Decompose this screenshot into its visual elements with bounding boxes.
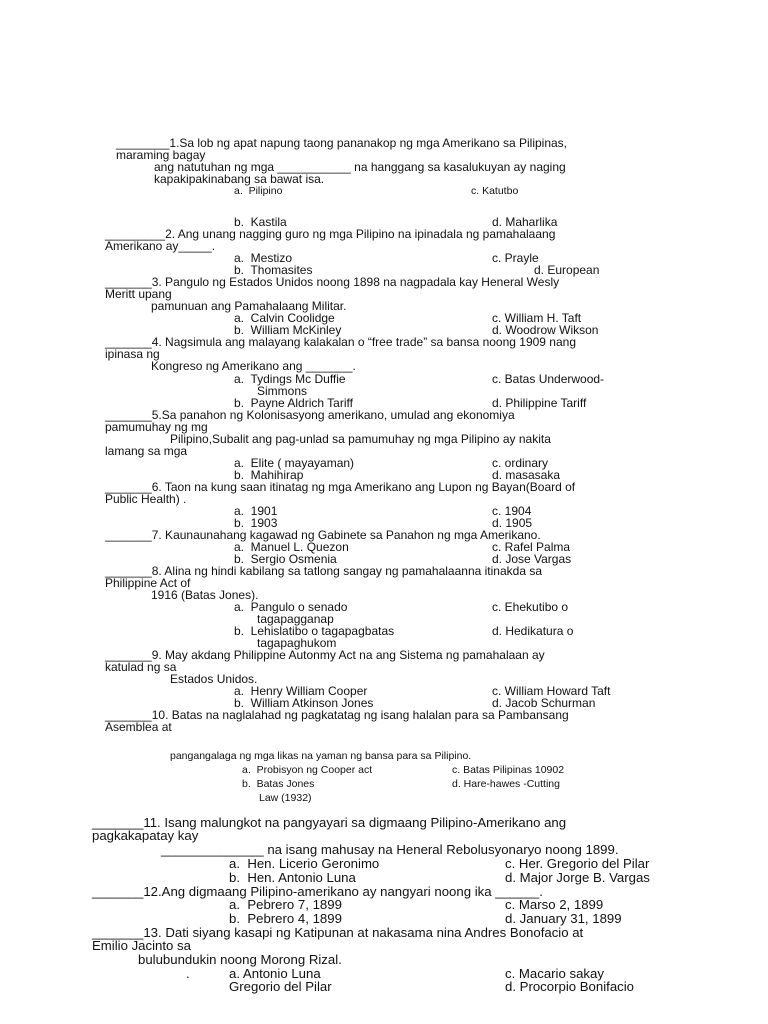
question-8-stem: Philippine Act of: [105, 576, 191, 590]
question-3-choice-d: d. Woodrow Wikson: [492, 323, 599, 337]
question-9-stem: _______9. May akdang Philippine Autonmy Act na ang Sistema ng pamahalaan ay: [105, 648, 545, 662]
question-8-choice-b-cont: tagapaghukom: [257, 636, 337, 650]
question-4-choice-b: b. Payne Aldrich Tariff: [234, 396, 353, 410]
question-12-choice-b: b. Pebrero 4, 1899: [229, 911, 342, 926]
question-7-choice-d: d. Jose Vargas: [492, 552, 572, 566]
question-8-stem: _______8. Alina ng hindi kabilang sa tatlong sangay ng pamahalaanna itinakda sa: [105, 564, 543, 578]
question-10-choice-d: d. Hare-hawes -Cutting: [452, 778, 560, 790]
question-3-stem: pamunuan ang Pamahalaang Militar.: [151, 299, 347, 313]
question-6-choice-b: b. 1903: [234, 516, 278, 530]
question-4-choice-c: c. Batas Underwood-: [492, 372, 605, 386]
question-1-choice-b: b. Kastila: [234, 215, 287, 229]
question-7-stem: _______7. Kaunaunahang kagawad ng Gabinete sa Panahon ng mga Amerikano.: [105, 528, 541, 542]
question-8-choice-c: c. Ehekutibo o: [492, 600, 569, 614]
question-13-stem: bulubundukin noong Morong Rizal.: [138, 952, 342, 967]
question-13-choice-d: d. Procorpio Bonifacio: [505, 979, 635, 994]
question-7-choice-a: a. Manuel L. Quezon: [234, 540, 349, 554]
question-12-stem: _______12.Ang digmaang Pilipino-amerikano ay nangyari noong ika ______.: [92, 884, 543, 899]
question-8-choice-a: a. Pangulo o senado: [234, 600, 348, 614]
question-2-stem: Amerikano ay_____.: [105, 239, 216, 253]
question-10-choice-b-cont: Law (1932): [259, 792, 312, 804]
question-6-choice-c: c. 1904: [492, 504, 532, 518]
question-1-stem: ang natutuhan ng mga ___________ na hanggang sa kasalukuyan ay naging: [154, 160, 566, 174]
question-11-stem: _______11. Isang malungkot na pangyayari sa digmaang Pilipino-Amerikano ang: [92, 815, 567, 830]
question-9-choice-b: b. William Atkinson Jones: [234, 696, 374, 710]
question-13-choice-a: a. Antonio Luna: [229, 966, 321, 981]
question-5-stem: _______5.Sa panahon ng Kolonisasyong amerikano, umulad ang ekonomiya: [105, 408, 515, 422]
question-4-choice-a: a. Tydings Mc Duffie: [234, 372, 346, 386]
question-11-choice-a: a. Hen. Licerio Geronimo: [229, 856, 380, 871]
question-1-stem: maraming bagay: [116, 148, 206, 162]
question-5-stem: lamang sa mga: [105, 444, 188, 458]
question-2-choice-c: c. Prayle: [492, 251, 539, 265]
question-9-choice-d: d. Jacob Schurman: [492, 696, 596, 710]
question-11-stem: ______________ na isang mahusay na Heneral Rebolusyonaryo noong 1899.: [161, 842, 619, 857]
question-7-choice-c: c. Rafel Palma: [492, 540, 571, 554]
question-10-stem: pangangalaga ng mga likas na yaman ng bansa para sa Pilipino.: [170, 750, 472, 762]
question-2-stem: _________2. Ang unang nagging guro ng mga Pilipino na ipinadala ng pamahalaang: [105, 227, 556, 241]
question-13-stem: Emilio Jacinto sa: [92, 938, 191, 953]
question-11-choice-b: b. Hen. Antonio Luna: [229, 870, 356, 885]
question-5-choice-a: a. Elite ( mayayaman): [234, 456, 355, 470]
question-8-stem: 1916 (Batas Jones).: [151, 588, 259, 602]
question-6-stem: _______6. Taon na kung saan itinatag ng mga Amerikano ang Lupon ng Bayan(Board of: [105, 480, 576, 494]
page-bottom-fade: [0, 994, 768, 1024]
question-8-choice-a-cont: tagapagganap: [257, 612, 334, 626]
question-10-stem: Asemblea at: [105, 720, 172, 734]
question-13-stray-mark: .: [186, 966, 190, 981]
question-4-choice-d: d. Philippine Tariff: [492, 396, 587, 410]
question-3-stem: Meritt upang: [105, 287, 172, 301]
question-3-choice-a: a. Calvin Coolidge: [234, 311, 335, 325]
question-9-stem: katulad ng sa: [105, 660, 177, 674]
question-5-stem: pamumuhay ng mg: [105, 420, 208, 434]
question-12-choice-d: d. January 31, 1899: [505, 911, 622, 926]
question-11-stem: pagkakapatay kay: [92, 828, 199, 843]
question-4-stem: Kongreso ng Amerikano ang _______.: [151, 359, 356, 373]
question-5-choice-b: b. Mahihirap: [234, 468, 304, 482]
question-1-choice-a: a. Pilipino: [234, 185, 283, 197]
question-2-choice-b: b. Thomasites: [234, 263, 313, 277]
question-7-choice-b: b. Sergio Osmenia: [234, 552, 337, 566]
question-12-choice-a: a. Pebrero 7, 1899: [229, 897, 342, 912]
question-13-choice-c: c. Macario sakay: [505, 966, 604, 981]
question-12-choice-c: c. Marso 2, 1899: [505, 897, 604, 912]
question-10-choice-b: b. Batas Jones: [242, 778, 315, 790]
question-11-choice-c: c. Her. Gregorio del Pilar: [505, 856, 650, 871]
question-4-choice-c-cont: Simmons: [257, 384, 308, 398]
question-3-stem: _______3. Pangulo ng Estados Unidos noong 1898 na nagpadala kay Heneral Wesly: [105, 275, 560, 289]
question-9-stem: Estados Unidos.: [170, 672, 258, 686]
question-9-choice-c: c. William Howard Taft: [492, 684, 611, 698]
question-10-choice-c: c. Batas Pilipinas 10902: [452, 764, 565, 776]
question-10-stem: _______10. Batas na naglalahad ng pagkatatag ng isang halalan para sa Pambansang: [105, 708, 569, 722]
question-3-choice-c: c. William H. Taft: [492, 311, 582, 325]
question-11-choice-d: d. Major Jorge B. Vargas: [505, 870, 650, 885]
question-4-stem: _______4. Nagsimula ang malayang kalakalan o “free trade” sa bansa noong 1909 nang: [105, 335, 576, 349]
question-1-choice-c: c. Katutbo: [471, 185, 519, 197]
question-2-choice-d: d. European: [534, 263, 600, 277]
question-6-choice-d: d. 1905: [492, 516, 533, 530]
question-8-choice-d: d. Hedikatura o: [492, 624, 574, 638]
question-5-stem: Pilipino,Subalit ang pag-unlad sa pamumuhay ng mga Pilipino ay nakita: [170, 432, 551, 446]
question-6-stem: Public Health) .: [105, 492, 187, 506]
question-10-choice-a: a. Probisyon ng Cooper act: [242, 764, 373, 776]
question-6-choice-a: a. 1901: [234, 504, 278, 518]
question-9-choice-a: a. Henry William Cooper: [234, 684, 368, 698]
question-2-choice-a: a. Mestizo: [234, 251, 293, 265]
question-13-stem: _______13. Dati siyang kasapi ng Katipunan at nakasama nina Andres Bonofacio at: [92, 925, 584, 940]
question-4-stem: ipinasa ng: [105, 347, 160, 361]
question-1-stem: ________1.Sa lob ng apat napung taong pananakop ng mga Amerikano sa Pilipinas,: [116, 136, 568, 150]
question-5-choice-c: c. ordinary: [492, 456, 549, 470]
question-3-choice-b: b. William McKinley: [234, 323, 342, 337]
question-13-choice-a-cont: Gregorio del Pilar: [229, 979, 332, 994]
question-8-choice-b: b. Lehislatibo o tagapagbatas: [234, 624, 395, 638]
question-1-choice-d: d. Maharlika: [492, 215, 558, 229]
question-1-stem: kapakipakinabang sa bawat isa.: [154, 172, 325, 186]
question-5-choice-d: d. masasaka: [492, 468, 561, 482]
